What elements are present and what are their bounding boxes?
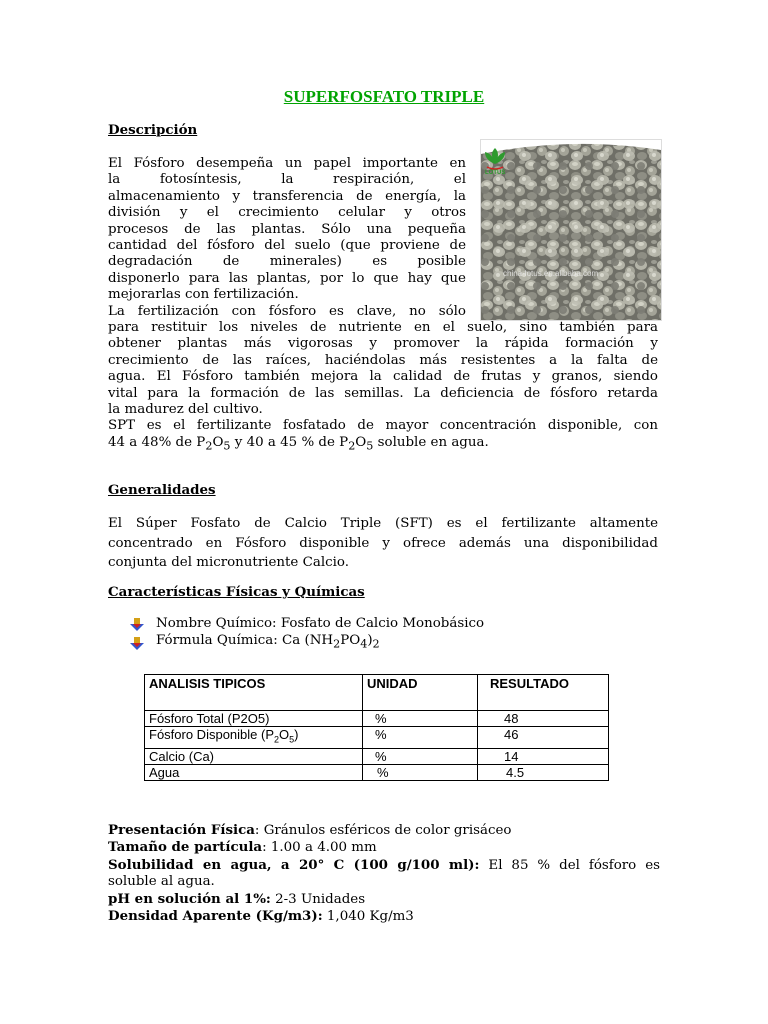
document-title: SUPERFOSFATO TRIPLE bbox=[283, 87, 485, 106]
header-analisis: ANALISIS TIPICOS bbox=[145, 675, 363, 711]
text-line: agua. El Fósforo también mejora la calidad de frutas y granos, siendo bbox=[108, 369, 658, 385]
descripcion-continued bbox=[108, 320, 658, 455]
cell-name: Calcio (Ca) bbox=[145, 748, 363, 764]
cell-value: 4.5 bbox=[478, 764, 609, 780]
arrow-bullet-icon bbox=[130, 618, 144, 632]
nombre-quimico: Nombre Químico: Fosfato de Calcio Monobásico bbox=[156, 616, 485, 632]
spt-concentration-line: 44 a 48% de $P_2O_5$ y 40 a 45 % de $P_2O_5$ soluble en agua. bbox=[108, 434, 489, 453]
text-line: conjunta del micronutriente Calcio. bbox=[108, 555, 349, 570]
cell-value: 14 bbox=[478, 748, 609, 764]
solubilidad-row-cont: soluble al agua. bbox=[108, 874, 215, 890]
list-item bbox=[130, 634, 484, 653]
cell-value: 46 bbox=[478, 727, 609, 749]
densidad-row: Densidad Aparente (Kg/m3): 1,040 Kg/m3 bbox=[108, 908, 414, 925]
cell-unit: % bbox=[363, 748, 478, 764]
cell-unit: % bbox=[363, 711, 478, 727]
list-item bbox=[130, 615, 484, 634]
product-photo bbox=[480, 139, 662, 321]
text-line: procesos de las plantas. Sólo una pequeña bbox=[108, 221, 466, 237]
cell-name: Fósforo Disponible $(P_2O_5)$ bbox=[145, 727, 363, 749]
table-row bbox=[145, 727, 609, 749]
presentacion-row: Presentación Física: Gránulos esféricos de color grisáceo bbox=[108, 822, 512, 838]
cell-value: 48 bbox=[478, 711, 609, 727]
cell-name: Agua bbox=[145, 764, 363, 780]
text-line: división y el crecimiento celular y otros bbox=[108, 205, 466, 221]
table-header-row bbox=[145, 675, 609, 711]
text-line: SPT es el fertilizante fosfatado de mayor concentración disponible, con bbox=[108, 418, 658, 434]
cell-unit: % bbox=[363, 727, 478, 749]
generalidades-heading: Generalidades bbox=[108, 482, 216, 498]
ph-row: pH en solución al 1%: 2-3 Unidades bbox=[108, 890, 366, 907]
text-line: degradación de minerales) es posible bbox=[108, 254, 466, 270]
table-row bbox=[145, 748, 609, 764]
table-row bbox=[145, 711, 609, 727]
text-line: obtener plantas más vigorosas y promover la rápida formación y bbox=[108, 336, 658, 352]
text-line: la fotosíntesis, la respiración, el bbox=[108, 172, 466, 188]
solubilidad-row: Solubilidad en agua, a 20° C (100 g/100 ml): El 85 % del fósforo es bbox=[108, 856, 660, 873]
descripcion-heading: Descripción bbox=[108, 122, 198, 138]
tamano-row: Tamaño de partícula: 1.00 a 4.00 mm bbox=[108, 839, 377, 856]
watermark: china-lotus.en.alibaba.com bbox=[503, 269, 599, 278]
analysis-table bbox=[144, 674, 609, 781]
text-line: para restituir los niveles de nutriente en el suelo, sino también para bbox=[108, 320, 658, 335]
cell-name: Fósforo Total (P2O5) bbox=[145, 711, 363, 727]
caracteristicas-heading: Características Físicas y Químicas bbox=[108, 584, 365, 600]
header-resultado: RESULTADO bbox=[478, 675, 609, 711]
text-line: El Fósforo desempeña un papel importante en bbox=[108, 156, 466, 171]
table-row bbox=[145, 764, 609, 780]
text-line: El Súper Fosfato de Calcio Triple (SFT) es el fertilizante altamente bbox=[108, 516, 658, 531]
text-line: almacenamiento y transferencia de energía, la bbox=[108, 188, 466, 204]
text-line: disponerlo para las plantas, por lo que hay que bbox=[108, 270, 466, 286]
text-line: cantidad del fósforo del suelo (que proviene de bbox=[108, 238, 466, 254]
text-line: la madurez del cultivo. bbox=[108, 402, 263, 418]
text-line: concentrado en Fósforo disponible y ofrece además una disponibilidad bbox=[108, 535, 658, 551]
logo-text: LOTUS bbox=[485, 170, 506, 176]
text-line: crecimiento de las raíces, haciéndolas más resistentes a la falta de bbox=[108, 352, 658, 368]
text-line: mejorarlas con fertilización. bbox=[108, 287, 299, 303]
text-line: vital para la formación de las semillas. La deficiencia de fósforo retarda bbox=[108, 385, 658, 401]
header-unidad: UNIDAD bbox=[363, 675, 478, 711]
caracteristicas-list bbox=[130, 615, 484, 653]
arrow-bullet-icon bbox=[130, 637, 144, 651]
granules-image bbox=[481, 140, 661, 320]
cell-unit: % bbox=[363, 764, 478, 780]
text-line: La fertilización con fósforo es clave, no sólo bbox=[108, 303, 466, 319]
formula-quimica: Fórmula Química: Ca $(NH_2PO_4)_2$ bbox=[156, 633, 380, 652]
generalidades-paragraph bbox=[108, 514, 658, 573]
descripcion-paragraph bbox=[108, 156, 466, 320]
propiedades-block bbox=[108, 822, 660, 925]
